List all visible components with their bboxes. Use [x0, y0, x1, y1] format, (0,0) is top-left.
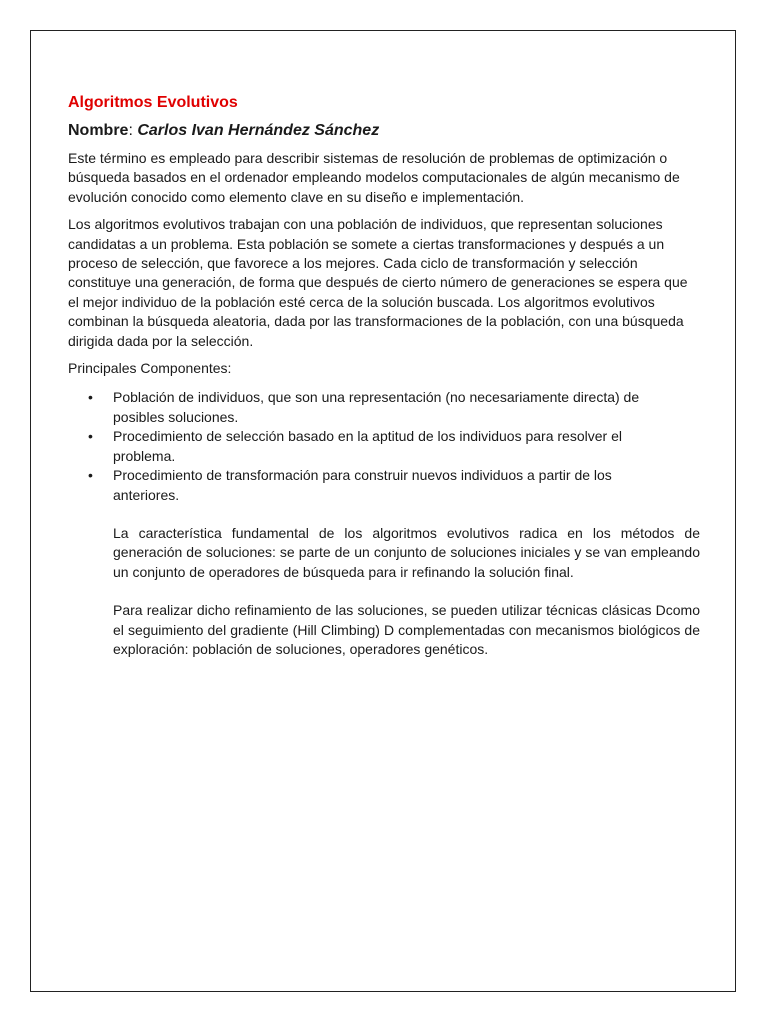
bullet-icon: •	[88, 428, 93, 445]
paragraph-refinement: Para realizar dicho refinamiento de las soluciones, se pueden utilizar técnicas clásicas Dcomo el seguimiento del gradiente (Hill Climbing) D complementadas con mecanismos biológicos de exploración: población de soluciones, operadores genéticos.	[113, 602, 700, 657]
paragraph-population: Los algoritmos evolutivos trabajan con una población de individuos, que representan soluciones candidatas a un problema. Esta población se somete a ciertas transformaciones y después a un proceso de selección, que favorece a los mejores. Cada ciclo de transformación y selección constituye una generación, de forma que después de cierto número de generaciones se espera que el mejor individuo de la población esté cerca de la solución buscada. Los algoritmos evolutivos combinan la búsqueda aleatoria, dada por las transformaciones de la población, con una búsqueda dirigida dada por la selección.	[68, 216, 688, 349]
list-item-text: Procedimiento de selección basado en la aptitud de los individuos para resolver el problema.	[113, 428, 622, 464]
document-title: Algoritmos Evolutivos	[68, 94, 238, 111]
components-heading: Principales Componentes:	[68, 360, 232, 377]
author-separator: :	[128, 122, 138, 139]
list-item	[68, 466, 673, 505]
paragraph-definition: Este término es empleado para describir sistemas de resolución de problemas de optimización o búsqueda basados en el ordenador empleando modelos computacionales de algún mecanismo de evolución conocido como elemento clave en su diseño e implementación.	[68, 150, 680, 205]
document-content	[68, 93, 700, 659]
list-item-text: Población de individuos, que son una representación (no necesariamente directa) de posibles soluciones.	[113, 389, 640, 425]
document-page	[30, 30, 736, 992]
bullet-icon: •	[88, 467, 93, 484]
author-name: Carlos Ivan Hernández Sánchez	[137, 122, 380, 139]
author-label: Nombre	[68, 122, 129, 139]
list-item	[68, 427, 673, 466]
list-item-text: Procedimiento de transformación para construir nuevos individuos a partir de los anteriores.	[113, 467, 612, 503]
components-list	[68, 388, 700, 504]
paragraph-characteristics: La característica fundamental de los algoritmos evolutivos radica en los métodos de generación de soluciones: se parte de un conjunto de soluciones iniciales y se van empleando un conjunto de operadores de búsqueda para ir refinando la solución final.	[113, 524, 700, 580]
author-line	[68, 121, 700, 141]
list-item	[68, 388, 673, 427]
bullet-icon: •	[88, 389, 93, 406]
